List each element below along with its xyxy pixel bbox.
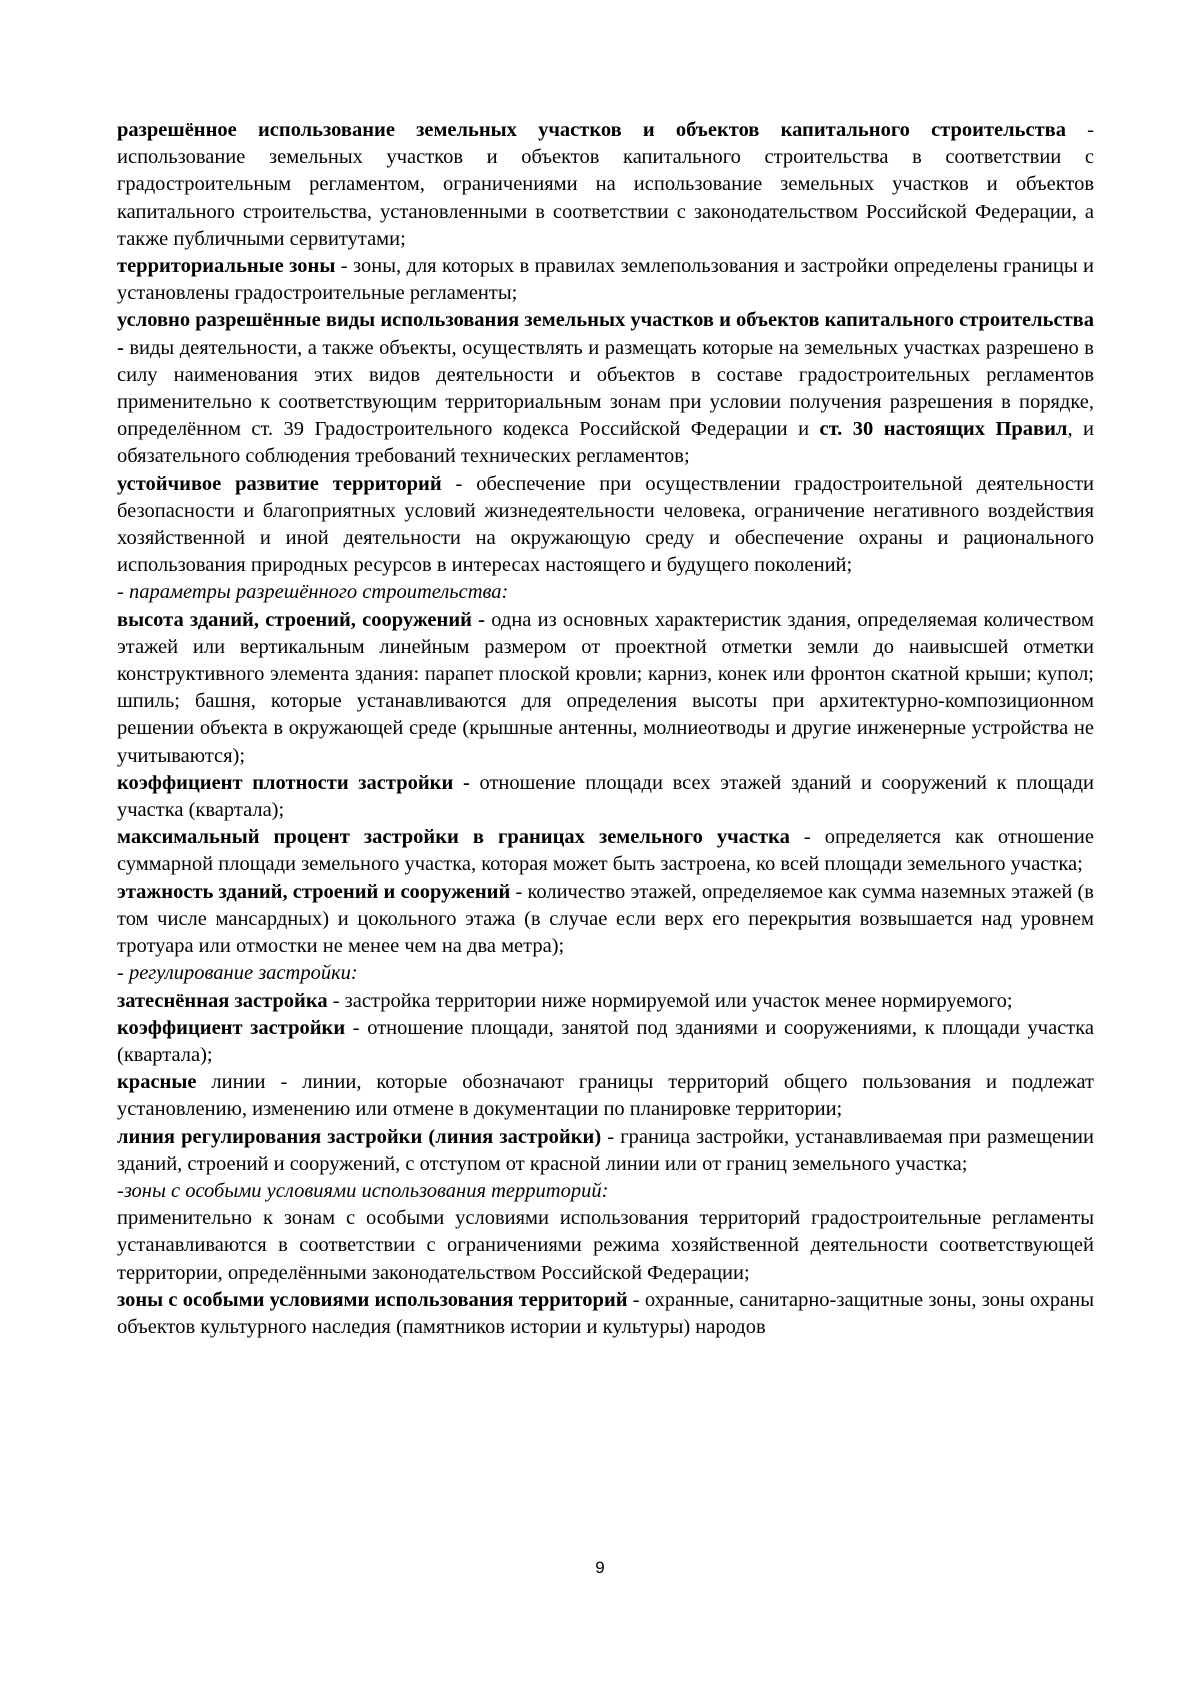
term-reference: ст. 30 настоящих Правил <box>819 418 1068 441</box>
term: красные <box>117 1071 197 1094</box>
definition-max-building-percent <box>117 824 1094 878</box>
definition-sustainable-development <box>117 471 1094 580</box>
definition-text: - отношение площади, занятой под зданиями и сооружениями, к площади участка (квартала); <box>117 1016 1095 1066</box>
definition-territorial-zones <box>117 253 1094 307</box>
definition-text: - обеспечение при осуществлении градостроительной деятельности безопасности и благоприятных условий жизнедеятельности человека, ограничение негативного воздействия хозяйственной и иной деятельности на окружающую среду и обеспечение охраны и рационального использования природных ресурсов в интересах настоящего и будущего поколений; <box>117 472 1095 577</box>
term: территориальные зоны <box>117 255 336 278</box>
definition-density-coefficient <box>117 770 1094 824</box>
paragraph-special-zones-regulations <box>117 1205 1094 1287</box>
term: коэффициент застройки <box>117 1016 346 1039</box>
section-heading-building-parameters: - параметры разрешённого строительства: <box>117 581 509 604</box>
term: условно разрешённые виды использования земельных участков и объектов капитального строительства - <box>117 309 1094 359</box>
term: устойчивое развитие территорий <box>117 472 442 495</box>
term: высота зданий, строений, сооружений - <box>117 608 486 631</box>
definition-conditionally-allowed-use <box>117 307 1094 470</box>
definition-text: - граница застройки, устанавливаемая при размещении зданий, строений и сооружений, с отступом от красной линии или от границ земельного участка; <box>117 1125 1094 1175</box>
definition-text: - застройка территории ниже нормируемой или участок менее нормируемого; <box>327 989 1013 1012</box>
definition-red-lines <box>117 1069 1094 1123</box>
section-heading-special-zones: -зоны с особыми условиями использования территорий: <box>117 1179 609 1202</box>
definition-text: отношение площади всех этажей зданий и сооружений к площади участка (квартала); <box>117 771 1094 822</box>
term: этажность зданий, строений и сооружений <box>117 880 511 903</box>
definition-dense-development <box>117 988 1094 1015</box>
section-heading-building-regulation: - регулирование застройки: <box>117 962 358 985</box>
term: зоны с особыми условиями использования территорий <box>117 1288 628 1311</box>
definition-text: - охранные, санитарно-защитные зоны, зоны охраны объектов культурного наследия (памятников истории и культуры) народов <box>117 1288 1094 1338</box>
term: линия регулирования застройки (линия застройки) <box>117 1125 602 1148</box>
definition-text: - использование земельных участков и объектов капитального строительства в соответствии с градостроительным регламентом, ограничениями на использование земельных участков и объектов капитального строительства, установленными в соответствии с законодательством Российской Федерации, а также публичными сервитутами; <box>117 119 1095 250</box>
page-body <box>117 117 1094 1341</box>
definition-text: - определяется как отношение суммарной площади земельного участка, которая может быть застроена, ко всей площади земельного участка; <box>117 826 1094 876</box>
definition-number-of-floors <box>117 879 1094 961</box>
term: максимальный процент застройки в границах земельного участка <box>117 826 790 849</box>
definition-building-coefficient <box>117 1015 1094 1069</box>
page-number: 9 <box>595 1558 605 1577</box>
term: затеснённая застройка <box>117 989 328 1012</box>
paragraph-text: применительно к зонам с особыми условиями использования территорий градостроительные регламенты устанавливаются в соответствии с ограничениями режима хозяйственной деятельности соответствующей территории, определёнными законодательством Российской Федерации; <box>117 1207 1094 1284</box>
definition-building-line <box>117 1124 1094 1178</box>
term: разрешённое использование земельных участков и объектов капитального строительства <box>117 119 1066 141</box>
definition-text: - количество этажей, определяемое как сумма наземных этажей (в том числе мансардных) и цокольного этажа (в случае если верх его перекрытия возвышается над уровнем тротуара или отмостки не менее чем на два метра); <box>117 880 1094 958</box>
definition-allowed-use <box>117 117 1094 253</box>
definition-text: - зоны, для которых в правилах землепользования и застройки определены границы и установлены градостроительные регламенты; <box>117 255 1094 305</box>
definition-text: виды деятельности, а также объекты, осуществлять и размещать которые на земельных участках разрешено в силу наименования этих видов деятельности и объектов в составе градостроительных регламентов применительно к соответствующим территориальным зонам при условии получения разрешения в порядке, определённом ст. 39 Градостроительного кодекса Российской Федерации и <box>117 336 1094 441</box>
definition-text: линии - линии, которые обозначают границы территорий общего пользования и подлежат установлению, изменению или отмене в документации по планировке территории; <box>117 1071 1094 1121</box>
definition-text: одна из основных характеристик здания, определяемая количеством этажей или вертикальным линейным размером от проектной отметки земли до наивысшей отметки конструктивного элемента здания: парапет плоской кровли; карниз, конек или фронтон скатной крыши; купол; шпиль; башня, которые устанавливаются для определения высоты при архитектурно-композиционном решении объекта в окружающей среде (крышные антенны, молниеотводы и другие инженерные устройства не учитываются); <box>117 608 1094 767</box>
definition-text-continued: , и обязательного соблюдения требований технических регламентов; <box>117 418 1094 468</box>
term: коэффициент плотности застройки - <box>117 771 470 794</box>
definition-special-zones <box>117 1287 1094 1341</box>
definition-building-height <box>117 607 1094 770</box>
